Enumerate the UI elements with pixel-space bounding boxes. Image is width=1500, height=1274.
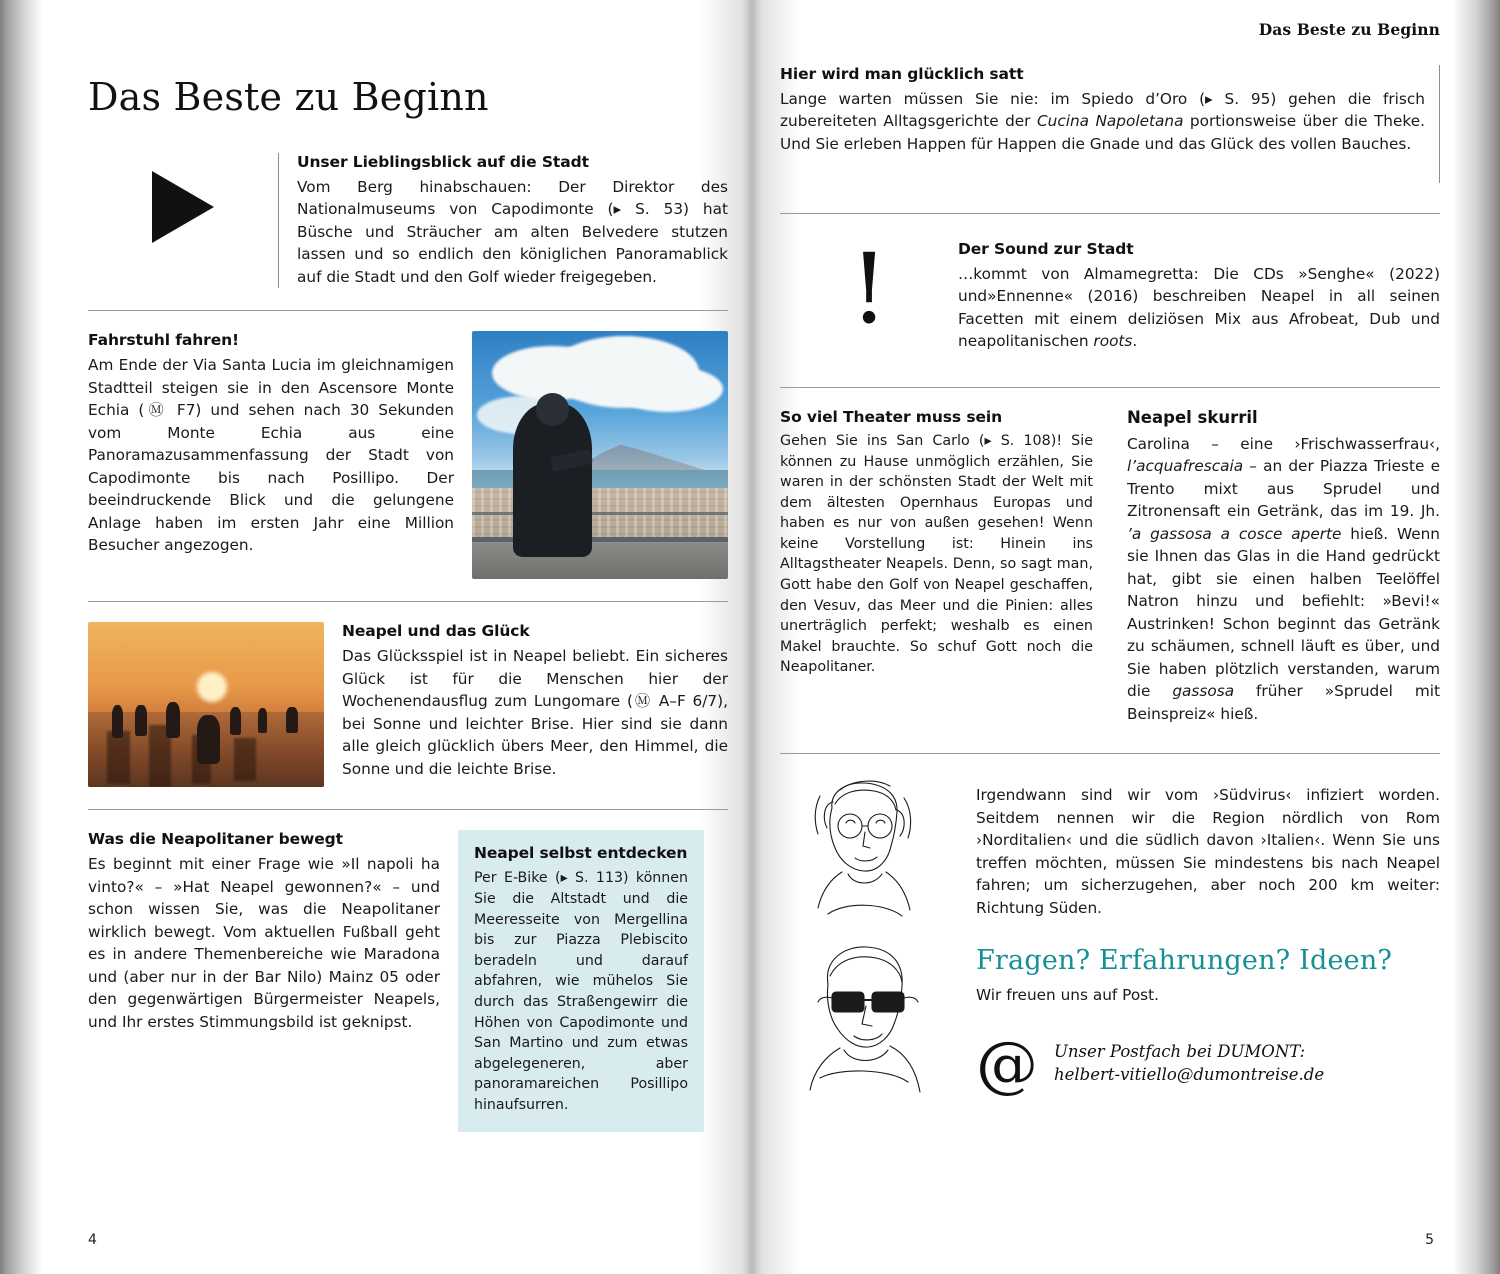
section-luck-text: Das Glücksspiel ist in Neapel beliebt. Ein sicheres Glück ist für die Menschen hier der Wochenendausflug zum Lungomare (Ⓜ A–F 6/7), bei Sonne und leichter Brise. Hier sind sie dann alle gleich glücklich übers Meer, den Himmel, die Sonne und die leichte Brise. bbox=[342, 647, 728, 778]
page-right bbox=[762, 0, 1452, 1274]
infobox-heading: Neapel selbst entdecken bbox=[474, 844, 688, 863]
divider bbox=[88, 310, 728, 311]
lead-text: Vom Berg hinabschauen: Der Direktor des Nationalmuseums von Capodimonte (▸ S. 53) hat Büsche und Sträucher am alten Belvedere stutzen lassen und so endlich den königlichen Panoramablick auf die Stadt und den Golf wieder freigegeben. bbox=[297, 178, 728, 286]
section-sound-heading: Der Sound zur Stadt bbox=[958, 240, 1134, 258]
running-head: Das Beste zu Beginn bbox=[1258, 20, 1440, 39]
section-luck bbox=[88, 622, 728, 787]
lead-block bbox=[88, 153, 728, 288]
section-skurril bbox=[1127, 408, 1440, 725]
section-sound-text: …kommt von Almamegretta: Die CDs »Senghe« (2022) und»Ennenne« (2016) beschreiben Neapel in all seinen Facetten mit einem deliziösen Mix aus Afrobeat, Dub und neapolitanischen roots. bbox=[958, 265, 1440, 351]
photo-lungomare-sunset-silhouettes bbox=[88, 622, 324, 787]
infobox-text: Per E-Bike (▸ S. 113) können Sie die Altstadt und die Meeresseite von Mergellina bis zur Piazza Plebiscito beradeln und darauf abfahren, wie mühelos Sie durch das Straßengewirr die Höhen von Capodimonte und San Martino und zum etwas abgelegeneren, aber panoramareichen Posillipo hinaufsurren. bbox=[474, 870, 688, 1113]
section-skurril-text: Carolina – eine ›Frischwasserfrau‹, l’acquafrescaia – an der Piazza Trieste e Trento mixt aus Sprudel und Zitronensaft ein Getränk, das im 19. Jh. ’a gassosa a cosce aperte hieß. Wenn sie Ihnen das Glas in die Hand gedrückt hat, gibt sie einen halben Teelöffel Natron hinzu und befiehlt: »Bevi!« Austrinken! Schon beginnt das Getränk zu schäumen, schnell läuft es über, und Sie haben plötzlich verstanden, warum die gassosa früher »Sprudel mit Beinspreiz« hieß. bbox=[1127, 434, 1441, 723]
portrait-person-with-dark-glasses bbox=[780, 932, 950, 1097]
play-triangle-icon bbox=[88, 153, 278, 243]
cta-heading: Fragen? Erfahrungen? Ideen? bbox=[976, 945, 1393, 977]
vertical-rule bbox=[1439, 65, 1440, 183]
two-column-text bbox=[780, 408, 1440, 725]
infobox-discover-naples bbox=[458, 830, 704, 1131]
section-elevator-heading: Fahrstuhl fahren! bbox=[88, 331, 240, 350]
at-sign-icon: @ bbox=[976, 1026, 1038, 1100]
outro-text: Irgendwann sind wir vom ›Südvirus‹ infiziert worden. Seitdem nennen wir die Region nördlich von Rom ›Norditalien‹ und die südlich davon ›Italien‹. Wenn Sie uns treffen möchten, müssen Sie mindestens bis nach Neapel fahren; um sicherzugehen, aber noch 200 km weiter: Richtung Süden. bbox=[976, 786, 1440, 917]
postfach-email[interactable]: helbert-vitiello@dumontreise.de bbox=[1054, 1064, 1325, 1084]
divider bbox=[88, 809, 728, 810]
section-moves bbox=[88, 830, 728, 1131]
section-theatre-text: Gehen Sie ins San Carlo (▸ S. 108)! Sie können zu Hause unmöglich erzählen, Sie waren in der schönsten Stadt der Welt mit dem ältesten Opernhaus Europas und haben es nur von außen gesehen! Wenn keine Vorstellung ist: Hinein ins Alltagstheater Neapels. Denn, so sagt man, Gott habe den Golf von Neapel geschaffen, den Vesuv, das Meer und die Pinien: alles unerträglich perfekt; weshalb es einen Makel brauchte. So schuf Gott noch die Neapolitaner. bbox=[780, 432, 1093, 676]
portrait-woman-with-glasses bbox=[780, 774, 950, 926]
section-food bbox=[780, 65, 1440, 183]
section-skurril-heading: Neapel skurril bbox=[1127, 407, 1258, 427]
postfach-block bbox=[976, 1026, 1440, 1100]
section-sound bbox=[780, 233, 1440, 353]
divider bbox=[88, 601, 728, 602]
divider bbox=[780, 753, 1440, 754]
section-food-text: Lange warten müssen Sie nie: im Spiedo d’Oro (▸ S. 95) gehen die frisch zubereiteten Alltagsgerichte der Cucina Napoletana portionsweise über die Theke. Und Sie erleben Happen für Happen die Gnade und das Glück des vollen Bauches. bbox=[780, 90, 1425, 153]
folio-right: 5 bbox=[1425, 1232, 1434, 1248]
divider bbox=[780, 387, 1440, 388]
lead-heading: Unser Lieblingsblick auf die Stadt bbox=[297, 153, 589, 171]
section-luck-heading: Neapel und das Glück bbox=[342, 622, 530, 641]
folio-left: 4 bbox=[88, 1232, 97, 1248]
section-moves-heading: Was die Neapolitaner bewegt bbox=[88, 830, 343, 849]
outro-block bbox=[780, 774, 1440, 1100]
section-elevator bbox=[88, 331, 728, 579]
postfach-line-1: Unser Postfach bei DUMONT: bbox=[1054, 1042, 1306, 1062]
page-left bbox=[42, 0, 742, 1274]
section-moves-text: Es beginnt mit einer Frage wie »Il napoli ha vinto?« – »Hat Neapel gewonnen?« – und schon wissen Sie, was die Neapolitaner wirklich bewegt. Vom aktuellen Fußball geht es in andere Themenbereiche wie Maradona und (aber nur in der Bar Nilo) Mainz 05 oder den gegenwärtigen Bürgermeister Neapels, und Ihr erstes Stimmungsbild ist geknipst. bbox=[88, 855, 440, 1031]
divider bbox=[780, 213, 1440, 214]
cta-sub: Wir freuen uns auf Post. bbox=[976, 986, 1160, 1005]
section-theatre bbox=[780, 408, 1093, 725]
section-elevator-text: Am Ende der Via Santa Lucia im gleichnamigen Stadtteil steigen sie in den Ascensore Monte Echia (Ⓜ F7) und sehen nach 30 Sekunden vom Monte Echia aus eine Panoramazusammenfassung der Stadt von Capodimonte bis nach Posillipo. Der beeindruckende Blick und die gelungene Anlage haben im ersten Jahr eine Million Besucher angezogen. bbox=[88, 356, 454, 555]
section-food-heading: Hier wird man glücklich satt bbox=[780, 65, 1024, 83]
portrait-illustrations bbox=[780, 774, 958, 1094]
photo-man-photographing-bay-of-naples bbox=[472, 331, 728, 579]
page-title: Das Beste zu Beginn bbox=[88, 75, 489, 119]
exclamation-mark-icon: ! bbox=[849, 233, 889, 345]
section-theatre-heading: So viel Theater muss sein bbox=[780, 407, 1003, 426]
